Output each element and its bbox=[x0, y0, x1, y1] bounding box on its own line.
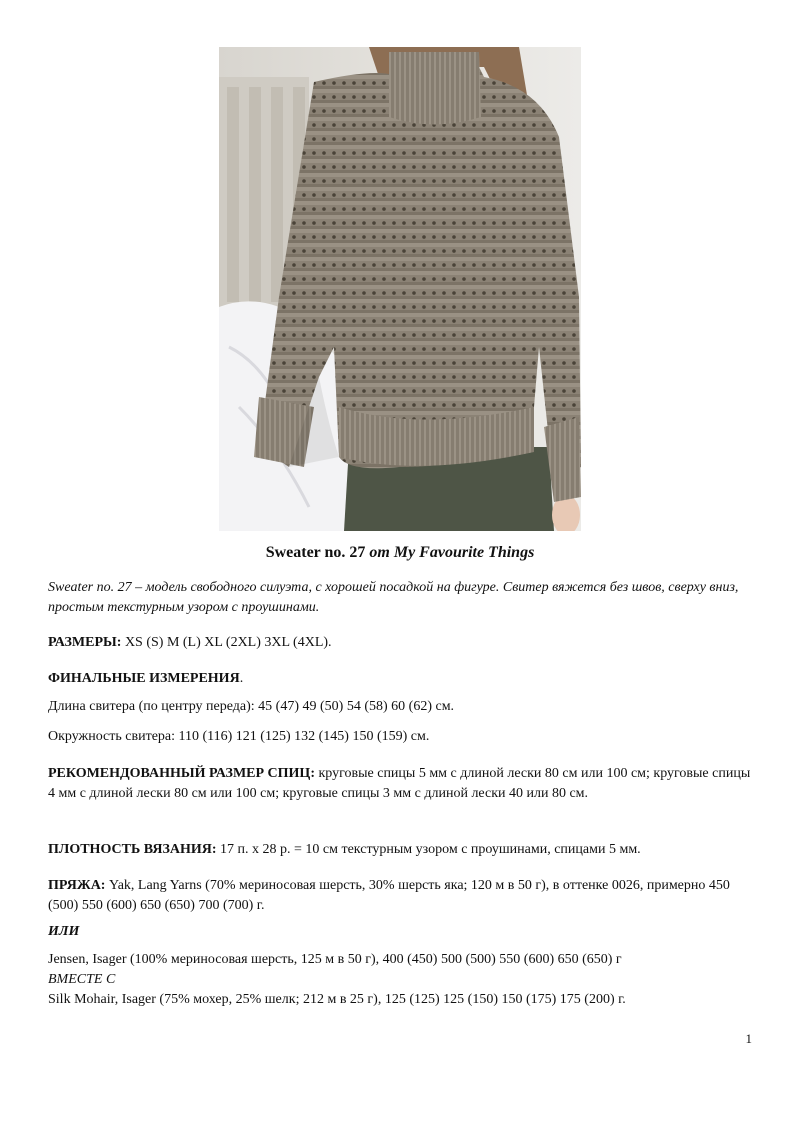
needles-label: РЕКОМЕНДОВАННЫЙ РАЗМЕР СПИЦ: bbox=[48, 766, 315, 781]
yarn-label: ПРЯЖА: bbox=[48, 878, 106, 893]
title-italic: от My Favourite Things bbox=[369, 544, 535, 561]
needles-text: круговые спицы 5 мм с длиной лески 80 см или 100 см; круговые спицы 4 мм с длиной лески 80 см или 100 см; круговые спицы 3 мм с длиной лески 40 или 80 см. bbox=[48, 766, 751, 801]
length-line: Длина свитера (по центру переда): 45 (47) 49 (50) 54 (58) 60 (62) см. bbox=[48, 699, 455, 714]
sizes-line bbox=[48, 633, 760, 653]
yarn-paragraph bbox=[48, 876, 760, 916]
gauge-text: 17 п. х 28 р. = 10 см текстурным узором с проушинами, спицами 5 мм. bbox=[216, 842, 641, 857]
yarn-alternative-2: Silk Mohair, Isager (75% мохер, 25% шелк; 212 м в 25 г), 125 (125) 125 (150) 150 (175) 175 (200) г. bbox=[48, 992, 626, 1007]
gauge-label: ПЛОТНОСТЬ ВЯЗАНИЯ: bbox=[48, 842, 217, 857]
measurements-suffix: . bbox=[239, 671, 244, 686]
pattern-title bbox=[0, 544, 800, 562]
yarn-or: ИЛИ bbox=[48, 924, 80, 939]
measurements-heading bbox=[48, 669, 760, 689]
sizes-text: XS (S) M (L) XL (2XL) 3XL (4XL). bbox=[121, 635, 332, 650]
measurements-label: ФИНАЛЬНЫЕ ИЗМЕРЕНИЯ bbox=[48, 671, 240, 686]
title-main: Sweater no. 27 bbox=[265, 544, 366, 561]
page-number: 1 bbox=[745, 1031, 752, 1046]
circumference-line: Окружность свитера: 110 (116) 121 (125) 132 (145) 150 (159) см. bbox=[48, 729, 430, 744]
yarn-text: Yak, Lang Yarns (70% мериносовая шерсть, 30% шерсть яка; 120 м в 50 г), в оттенке 0026, примерно 450 (500) 550 (600) 650 (650) 700 (700) г. bbox=[48, 878, 730, 913]
sweater-photo bbox=[219, 47, 581, 531]
gauge-line bbox=[48, 840, 760, 860]
sizes-label: РАЗМЕРЫ: bbox=[48, 635, 122, 650]
needles-paragraph bbox=[48, 764, 760, 804]
yarn-together: ВМЕСТЕ С bbox=[48, 972, 116, 987]
yarn-alternative-1: Jensen, Isager (100% мериносовая шерсть, 125 м в 50 г), 400 (450) 500 (500) 550 (600) 650 (650) г bbox=[48, 952, 622, 967]
intro-paragraph: Sweater no. 27 – модель свободного силуэта, с хорошей посадкой на фигуре. Свитер вяжется без швов, сверху вниз, простым текстурным узором с проушинами. bbox=[48, 580, 739, 615]
sweater-photo-illustration bbox=[219, 47, 581, 531]
